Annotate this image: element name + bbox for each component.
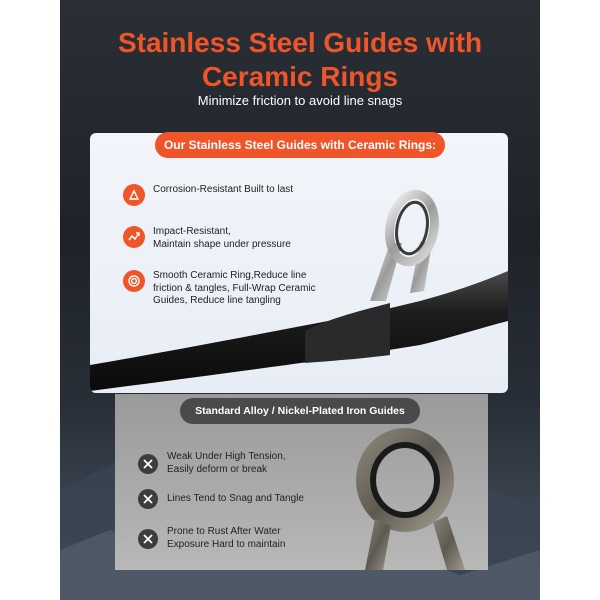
rod-with-ceramic-guide-image xyxy=(90,133,508,393)
x-icon xyxy=(138,454,158,474)
feature-text: Corrosion-Resistant Built to last xyxy=(153,184,294,195)
impact-icon xyxy=(123,226,145,248)
feature-text: Guides, Reduce line tangling xyxy=(153,295,281,306)
product-poster xyxy=(60,0,540,600)
con-text: Exposure Hard to maintain xyxy=(167,538,286,550)
con-item xyxy=(138,526,337,551)
feature-item xyxy=(123,270,333,308)
x-icon xyxy=(138,529,158,549)
feature-text: Impact-Resistant, xyxy=(153,226,231,237)
con-text: Lines Tend to Snag and Tangle xyxy=(167,492,304,504)
con-text: Weak Under High Tension, xyxy=(167,451,286,462)
ceramic-ring-icon xyxy=(123,270,145,292)
feature-text: Smooth Ceramic Ring,Reduce line xyxy=(153,270,307,281)
x-icon xyxy=(138,489,158,509)
feature-text: Maintain shape under pressure xyxy=(153,238,291,250)
shield-flame-icon xyxy=(123,184,145,206)
feature-text: friction & tangles, Full-Wrap Ceramic xyxy=(153,282,316,294)
stainless-guides-badge: Our Stainless Steel Guides with Ceramic Rings: xyxy=(155,132,445,158)
feature-item xyxy=(123,184,323,206)
stainless-guides-card xyxy=(90,133,508,393)
con-text: Easily deform or break xyxy=(167,463,268,475)
con-text: Prone to Rust After Water xyxy=(167,526,281,537)
con-item xyxy=(138,489,337,509)
headline-line-1: Stainless Steel Guides with xyxy=(117,27,483,58)
headline-line-2: Ceramic Rings xyxy=(201,61,399,92)
headline-subtitle: Minimize friction to avoid line snags xyxy=(197,93,403,108)
feature-item xyxy=(123,226,323,251)
standard-guides-badge: Standard Alloy / Nickel-Plated Iron Guides xyxy=(180,398,420,424)
con-item xyxy=(138,451,337,476)
